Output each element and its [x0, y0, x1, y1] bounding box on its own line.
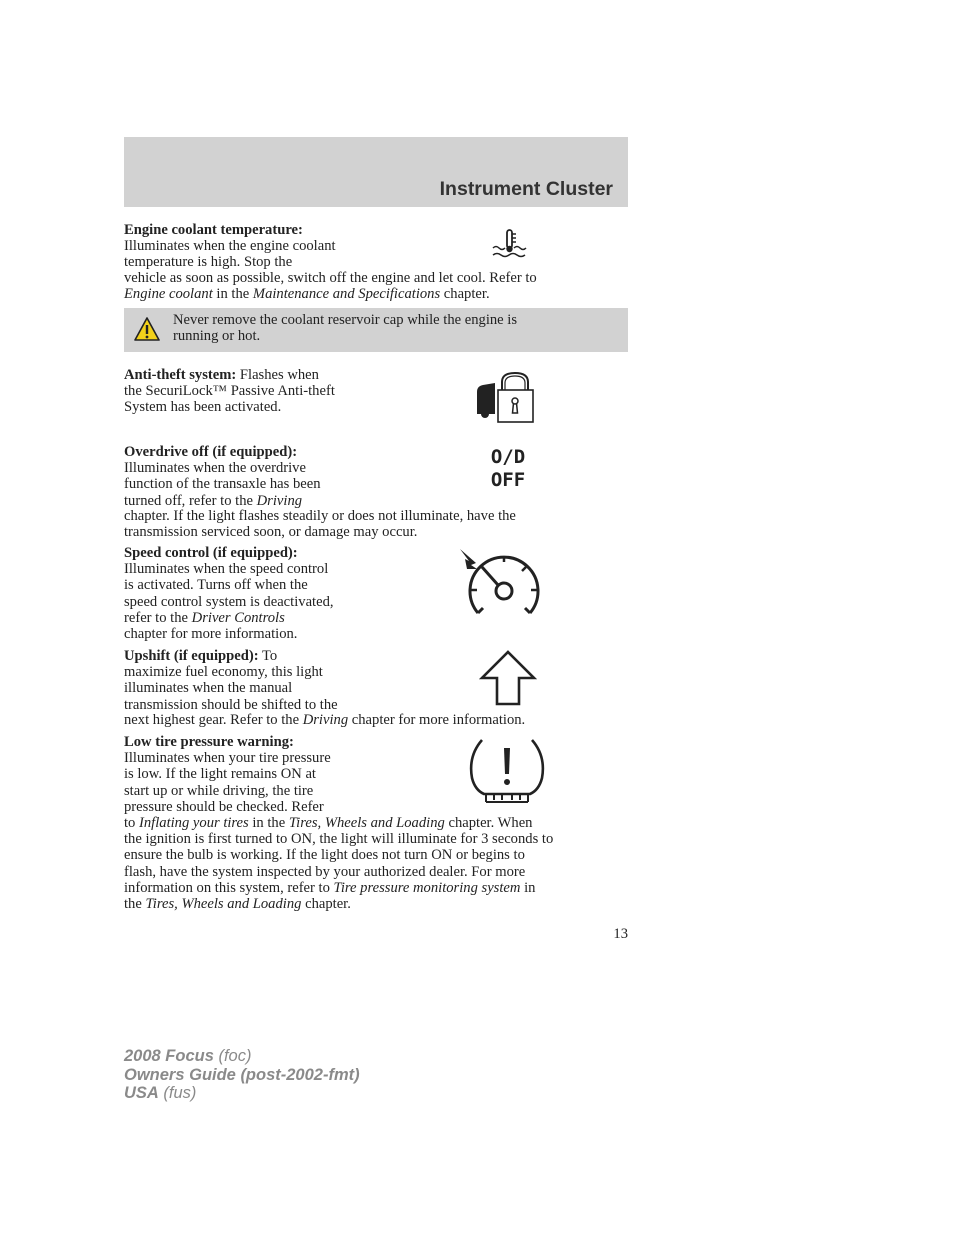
speed-control-text-line: Illuminates when the speed control	[124, 561, 329, 578]
overdrive-section	[124, 444, 379, 509]
upshift-text-span: To	[258, 648, 278, 664]
overdrive-text-span: turned off, refer to the	[124, 492, 257, 509]
overdrive-text-line: Illuminates when the overdrive	[124, 460, 306, 477]
upshift-text-line: maximize fuel economy, this light	[124, 664, 323, 681]
chapter-header	[124, 137, 628, 207]
antitheft-text-span: Flashes when	[236, 367, 319, 383]
document-footer	[124, 1047, 360, 1103]
upshift-text-span: chapter for more information.	[348, 712, 526, 728]
antitheft-heading: Anti-theft system:	[124, 367, 237, 383]
overdrive-heading: Overdrive off (if equipped):	[124, 444, 298, 460]
upshift-arrow-icon	[478, 649, 538, 707]
tire-pressure-reference: Inflating your tires	[139, 815, 249, 831]
tire-pressure-text-span: chapter. When	[444, 815, 533, 831]
tire-pressure-text-span: in the	[248, 815, 289, 831]
coolant-section	[124, 222, 379, 271]
overdrive-text-line: transmission serviced soon, or damage may occur.	[124, 524, 418, 541]
tire-pressure-text-span: the	[124, 896, 146, 913]
overdrive-icon-line: O/D	[490, 446, 526, 468]
coolant-text-continued	[124, 270, 628, 302]
upshift-reference: Driving	[302, 712, 349, 728]
overdrive-off-icon	[480, 446, 536, 492]
upshift-text-span: next highest gear. Refer to the	[124, 712, 303, 728]
speed-control-section	[124, 545, 379, 642]
overdrive-icon-line: OFF	[490, 469, 526, 491]
footer-guide-title: Owners Guide (post-2002-fmt)	[124, 1065, 360, 1084]
coolant-text-line: vehicle as soon as possible, switch off the engine and let cool. Refer to	[124, 270, 537, 286]
speed-control-text-span: refer to the	[124, 609, 192, 626]
page-number: 13	[613, 926, 628, 942]
coolant-text-span: chapter.	[440, 286, 490, 303]
tire-pressure-text-line: the ignition is first turned to ON, the light will illuminate for 3 seconds to	[124, 831, 554, 848]
warning-text	[173, 312, 613, 344]
tire-pressure-text-continued	[124, 815, 628, 912]
coolant-reference: Maintenance and Specifications	[252, 286, 441, 303]
tire-pressure-text-line: start up or while driving, the tire	[124, 782, 314, 799]
tire-pressure-text-span: chapter.	[301, 896, 351, 913]
coolant-text-line: Illuminates when the engine coolant	[124, 238, 336, 255]
tire-pressure-text-line: pressure should be checked. Refer	[124, 798, 324, 815]
speed-control-heading: Speed control (if equipped):	[124, 545, 298, 561]
tire-pressure-text-line: is low. If the light remains ON at	[124, 766, 316, 783]
upshift-text-line: illuminates when the manual	[124, 680, 293, 697]
overdrive-text-line: function of the transaxle has been	[124, 476, 321, 493]
coolant-text-line: temperature is high. Stop the	[124, 254, 293, 271]
tire-pressure-text-span: information on this system, refer to	[124, 879, 334, 896]
coolant-reference: Engine coolant	[124, 286, 213, 303]
car-padlock-icon	[475, 370, 537, 424]
tire-pressure-heading: Low tire pressure warning:	[124, 734, 294, 750]
overdrive-reference: Driving	[256, 492, 303, 509]
antitheft-section	[124, 367, 379, 416]
upshift-section	[124, 648, 379, 713]
warning-text-line: running or hot.	[173, 328, 261, 345]
tire-pressure-section	[124, 734, 379, 815]
coolant-heading: Engine coolant temperature:	[124, 222, 303, 238]
upshift-heading: Upshift (if equipped):	[124, 648, 259, 664]
speed-control-text-line: chapter for more information.	[124, 626, 298, 643]
overdrive-text-continued	[124, 508, 628, 540]
tire-pressure-reference: Tires, Wheels and Loading	[145, 896, 302, 913]
coolant-text-span: in the	[212, 286, 253, 303]
antitheft-text-line: System has been activated.	[124, 399, 282, 416]
footer-model: 2008 Focus	[124, 1047, 214, 1065]
footer-market: USA	[124, 1084, 159, 1102]
tire-pressure-text-span: to	[124, 815, 139, 831]
tire-pressure-reference: Tires, Wheels and Loading	[288, 815, 445, 831]
tire-pressure-text-line: flash, have the system inspected by your authorized dealer. For more	[124, 863, 526, 880]
speed-control-icon	[456, 545, 544, 623]
coolant-temperature-icon	[490, 228, 530, 260]
antitheft-text-line: the SecuriLock™ Passive Anti-theft	[124, 383, 335, 400]
warning-text-line: Never remove the coolant reservoir cap while the engine is	[173, 312, 518, 328]
upshift-text-continued	[124, 712, 628, 728]
footer-market-code: (fus)	[158, 1084, 197, 1102]
tire-pressure-icon	[466, 736, 548, 806]
overdrive-text-line: chapter. If the light flashes steadily or does not illuminate, have the	[124, 508, 516, 524]
tire-pressure-text-span: in	[520, 879, 536, 896]
chapter-title: Instrument Cluster	[439, 178, 613, 200]
upshift-text-line: transmission should be shifted to the	[124, 696, 338, 713]
tire-pressure-reference: Tire pressure monitoring system	[333, 879, 521, 896]
speed-control-text-line: speed control system is deactivated,	[124, 593, 334, 610]
tire-pressure-text-line: ensure the bulb is working. If the light does not turn ON or begins to	[124, 847, 525, 864]
footer-model-code: (foc)	[213, 1047, 252, 1065]
warning-box	[124, 308, 628, 352]
speed-control-text-line: is activated. Turns off when the	[124, 577, 308, 594]
speed-control-reference: Driver Controls	[191, 609, 285, 626]
warning-triangle-icon	[134, 316, 160, 342]
tire-pressure-text-line: Illuminates when your tire pressure	[124, 750, 331, 767]
